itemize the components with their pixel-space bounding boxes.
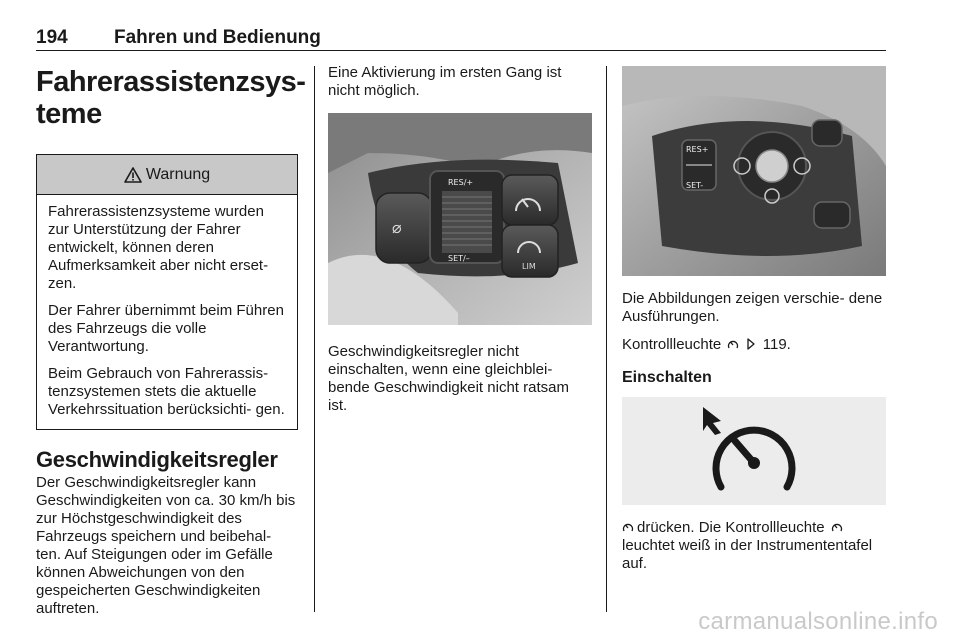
intro-paragraph: Der Geschwindigkeitsregler kann Geschwindigkeiten von ca. 30 km/h bis zur Höchstgeschwindigkeit des Fahrzeugs speichern und beibehal- ten. Auf Steigungen oder im Gefälle können Abweichungen von den gespeicherten Geschwindigkeiten auftreten.: [36, 474, 296, 617]
variants-note: Die Abbildungen zeigen verschie- dene Ausführungen.: [622, 290, 883, 325]
res-label: RES/+: [448, 178, 474, 187]
subsection-title: Geschwindigkeitsregler: [36, 447, 278, 472]
warning-paragraph: Der Fahrer übernimmt beim Führen des Fahrzeugs die volle Verantwortung.: [48, 302, 284, 355]
einschalten-heading: Einschalten: [622, 369, 712, 386]
chapter-title: Fahren und Bedienung: [114, 27, 321, 48]
warning-box: [36, 154, 298, 430]
page-reference-arrow-icon: [746, 338, 756, 350]
press-text-continued: leuchtet weiß in der Instrumententafel auf.: [622, 537, 873, 572]
column-right: [622, 66, 886, 573]
watermark: carmanualsonline.info: [698, 608, 938, 635]
indicator-page-ref: 119.: [762, 336, 791, 353]
set-label: SET/–: [448, 254, 470, 263]
caution-paragraph: Geschwindigkeitsregler nicht einschalten, wenn eine gleichblei- bende Geschwindigkeit nicht ratsam ist.: [328, 343, 569, 414]
warning-paragraph: Fahrerassistenzsysteme wurden zur Unterstützung der Fahrer entwickelt, können deren Aufmerksamkeit aber nicht erset- zen.: [48, 203, 269, 292]
column-middle: [328, 64, 592, 415]
cruise-control-large-icon: [699, 403, 809, 499]
column-divider: [314, 66, 315, 612]
warning-paragraph: Beim Gebrauch von Fahrerassis- tenzsystemen stets die aktuelle Verkehrssituation berücksichti- gen.: [48, 365, 285, 418]
cruise-control-icon: [622, 521, 634, 533]
indicator-reference: [622, 336, 886, 354]
press-text: drücken. Die Kontrollleuchte: [637, 519, 825, 536]
section-title: Fahrerassistenzsys- teme: [36, 66, 306, 130]
first-gear-note: Eine Aktivierung im ersten Gang ist nicht möglich.: [328, 64, 562, 99]
warning-header: [37, 155, 297, 195]
warning-triangle-icon: [124, 167, 142, 183]
lim-label: LIM: [522, 262, 536, 271]
warning-body: [37, 195, 297, 429]
page-header: [36, 27, 886, 51]
column-divider: [606, 66, 607, 612]
set-minus-label: SET-: [686, 181, 704, 190]
column-left: [36, 66, 306, 618]
cruise-control-icon: [727, 338, 739, 350]
cruise-control-symbol-figure: [622, 397, 886, 505]
svg-text:⌀: ⌀: [392, 218, 402, 237]
cruise-control-icon: [831, 521, 843, 533]
warning-title: Warnung: [145, 165, 211, 183]
indicator-label: Kontrollleuchte: [622, 336, 722, 353]
steering-wheel-controls-image: [328, 113, 592, 325]
press-instruction: [622, 519, 886, 573]
res-plus-label: RES+: [686, 145, 709, 154]
page-number: 194: [36, 27, 68, 48]
steering-wheel-controls-variant-image: [622, 66, 886, 276]
